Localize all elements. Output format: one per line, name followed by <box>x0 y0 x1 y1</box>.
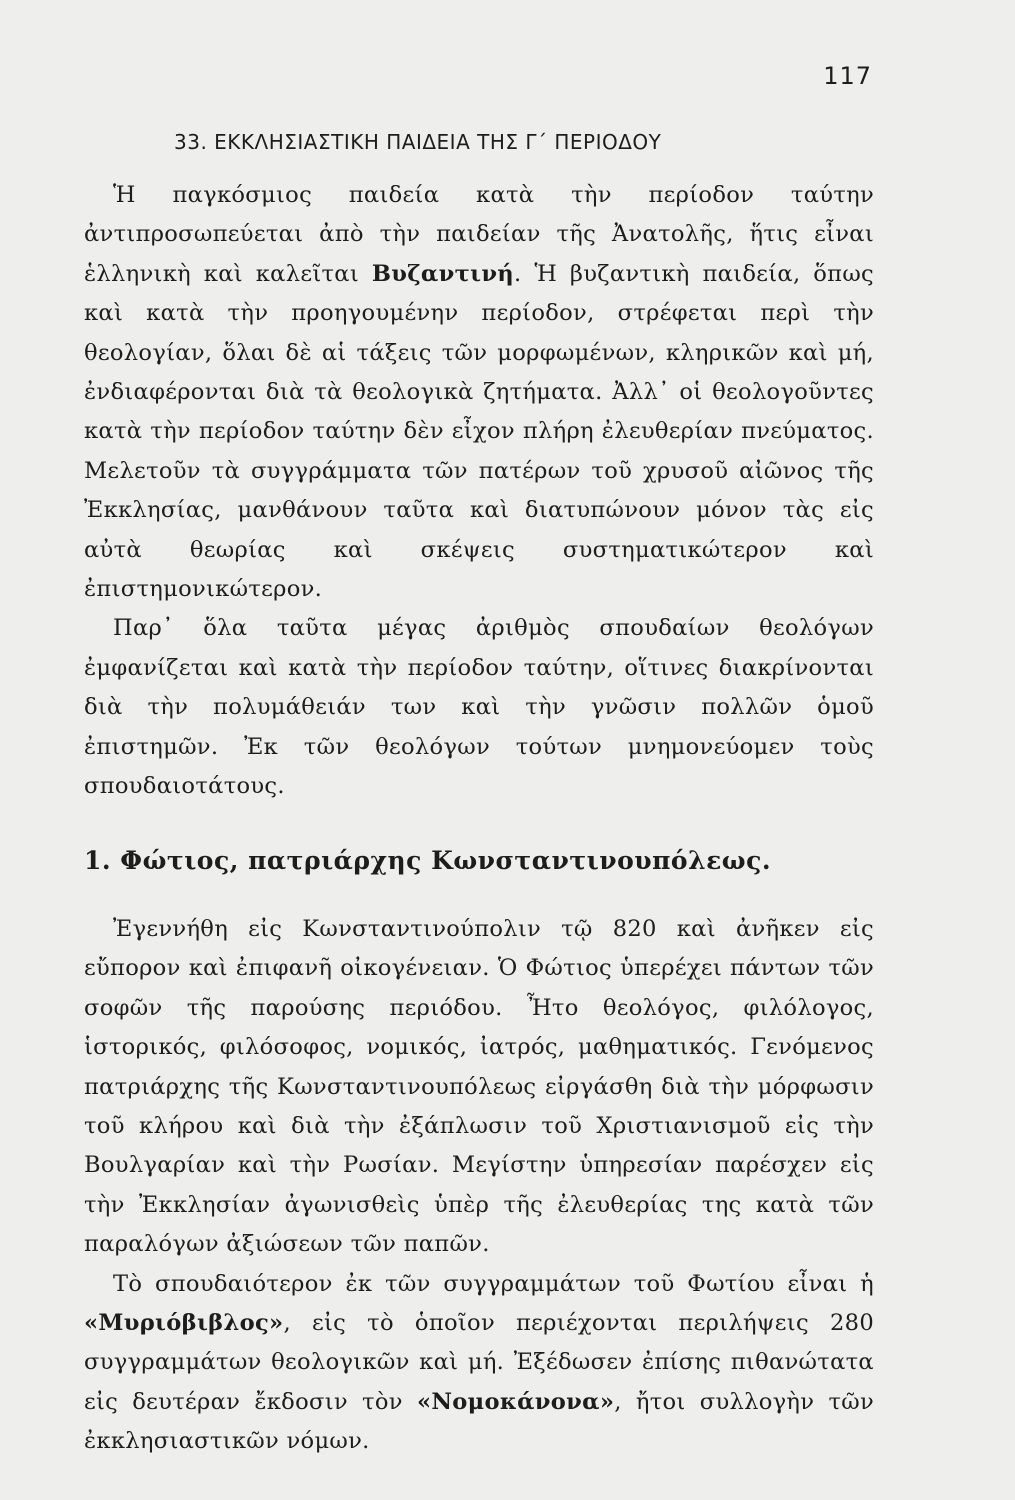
section-paragraph-2-start: Τὸ σπουδαιότερον ἐκ τῶν συγγραμμάτων τοῦ Φωτίου εἶναι ἡ <box>113 1270 874 1297</box>
section-paragraph-2-end: , ἤτοι συλλογὴν τῶν ἐκκλησιαστικῶν νόμων. <box>84 1388 874 1455</box>
page-number: 117 <box>823 62 872 90</box>
term-nomokanon: «Νομοκάνονα» <box>416 1388 615 1415</box>
section-paragraph-1: Ἐγεννήθη εἰς Κωνσταντινούπολιν τῷ 820 καὶ ἀνῆκεν εἰς εὔπορον καὶ ἐπιφανῆ οἰκογένειαν. Ὁ Φώτιος ὑπερέχει πάντων τῶν σοφῶν τῆς παρούσης περιόδου. Ἦτο θεολόγος, φιλόλογος, ἱστορικός, φιλόσοφος, νομικός, ἰατρός, μαθηματικός. Γενόμενος πατριάρχης τῆς Κωνσταντινουπόλεως εἰργάσθη διὰ τὴν μόρφωσιν τοῦ κλήρου καὶ διὰ τὴν ἐξάπλωσιν τοῦ Χριστιανισμοῦ εἰς τὴν Βουλγαρίαν καὶ τὴν Ρωσίαν. Μεγίστην ὑπηρεσίαν παρέσχεν εἰς τὴν Ἐκκλησίαν ἀγωνισθεὶς ὑπὲρ τῆς ἐλευθερίας της κατὰ τῶν παραλόγων ἀξιώσεων τῶν παπῶν. <box>84 915 874 1258</box>
intro-paragraph-1 <box>84 176 874 609</box>
section-paragraph-2 <box>84 1265 874 1462</box>
body-text <box>84 176 874 1462</box>
intro-paragraph-1-rest: . Ἡ βυζαντικὴ παιδεία, ὅπως καὶ κατὰ τὴν προηγουμένην περίοδον, στρέφεται περὶ τὴν θεολογίαν, ὅλαι δὲ αἱ τάξεις τῶν μορφωμένων, κληρικῶν καὶ μή, ἐνδιαφέρονται διὰ τὰ θεολογικὰ ζητήματα. Ἀλλ᾽ οἱ θεολογοῦντες κατὰ τὴν περίοδον ταύτην δὲν εἶχον πλήρη ἐλευθερίαν πνεύματος. Μελετοῦν τὰ συγγράμματα τῶν πατέρων τοῦ χρυσοῦ αἰῶνος τῆς Ἐκκλησίας, μανθάνουν ταῦτα καὶ διατυπώνουν μόνον τὰς εἰς αὐτὰ θεωρίας καὶ σκέψεις συστηματικώτερον καὶ ἐπιστημονικώτερον. <box>84 260 875 603</box>
chapter-title: 33. ΕΚΚΛΗΣΙΑΣΤΙΚΗ ΠΑΙΔΕΙΑ ΤΗΣ Γ΄ ΠΕΡΙΟΔΟΥ <box>174 130 662 154</box>
term-myriobiblos: «Μυριόβιβλος» <box>84 1309 284 1336</box>
section-paragraph-2-middle: , εἰς τὸ ὁποῖον περιέχονται περιλήψεις 280 συγγραμμάτων θεολογικῶν καὶ μή. Ἐξέδωσεν ἐπίσης πιθανώτατα εἰς δευτέραν ἔκδοσιν τὸν <box>84 1309 874 1415</box>
intro-paragraph-2: Παρ᾽ ὅλα ταῦτα μέγας ἀριθμὸς σπουδαίων θεολόγων ἐμφανίζεται καὶ κατὰ τὴν περίοδον ταύτην, οἵτινες διακρίνονται διὰ τὴν πολυμάθειάν των καὶ τὴν γνῶσιν πολλῶν ὁμοῦ ἐπιστημῶν. Ἐκ τῶν θεολόγων τούτων μνημονεύομεν τοὺς σπουδαιοτάτους. <box>84 615 874 800</box>
intro-paragraph-1-start: Ἡ παγκόσμιος παιδεία κατὰ τὴν περίοδον ταύτην ἀντιπροσωπεύεται ἀπὸ τὴν παιδείαν τῆς Ἀνατολῆς, ἥτις εἶναι ἑλληνικὴ καὶ καλεῖται <box>84 182 874 287</box>
section-heading-photios: 1. Φώτιος, πατριάρχης Κωνσταντινουπόλεως. <box>84 845 772 875</box>
term-byzantine: Βυζαντινή <box>371 260 515 287</box>
